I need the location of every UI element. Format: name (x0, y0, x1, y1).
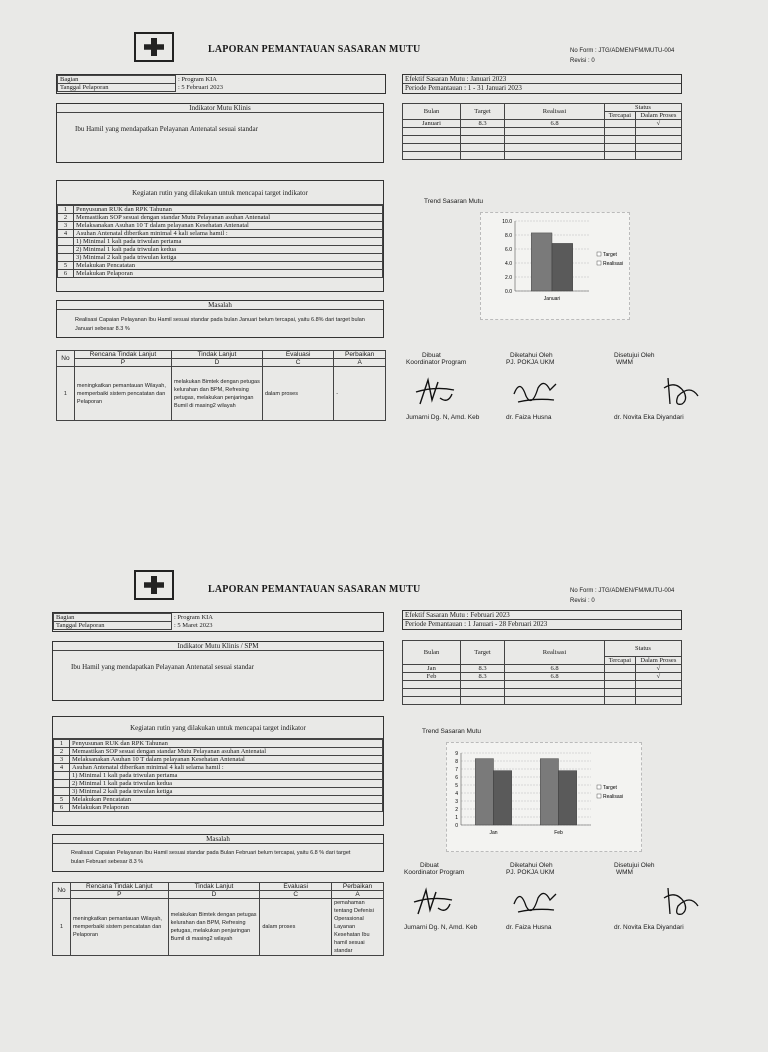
report-title: LAPORAN PEMANTAUAN SASARAN MUTU (208, 44, 421, 55)
bar-realisasi (494, 771, 512, 825)
rtl-header: Rencana Tindak Lanjut (70, 883, 168, 891)
kegiatan-row (54, 788, 383, 796)
rtl-perbaikan: pemahaman tentang Defenisi Operasional Layanan Kesehatan Ibu hamil sesuai standar (332, 899, 384, 956)
sign-role: Dibuat (420, 862, 439, 869)
sign-disetujui (614, 352, 724, 421)
legend-label: Realisasi (603, 794, 624, 800)
table-row (403, 697, 682, 705)
realisasi-header: Realisasi (505, 641, 605, 665)
tanggal-value: : 5 Februari 2023 (178, 84, 223, 91)
table-row (57, 367, 386, 421)
kegiatan-row (54, 748, 383, 756)
legend-swatch (597, 794, 601, 798)
sign-role: Dibuat (422, 352, 441, 359)
y-tick-label: 3 (455, 799, 458, 805)
cell-target: 8.3 (461, 673, 505, 681)
rtl-table (52, 882, 384, 956)
kegiatan-no: 1 (54, 740, 70, 748)
rtl-header: Perbaikan (332, 883, 384, 891)
signature-icon (654, 374, 704, 408)
cell-target: 8.3 (461, 120, 505, 128)
sign-name: Jumarni Dg. N, Amd. Keb (404, 924, 478, 931)
report-february (0, 540, 768, 1052)
sign-role2: PJ. POKJA UKM (506, 359, 555, 366)
tanggal-value: : 5 Maret 2023 (174, 622, 213, 629)
tanggal-label: Tanggal Pelaporan (58, 84, 176, 92)
sign-role2: WMM (616, 869, 633, 876)
sign-role2: PJ. POKJA UKM (506, 869, 555, 876)
bagian-label: Bagian (58, 76, 176, 84)
indikator-header: Indikator Mutu Klinis / SPM (53, 642, 383, 651)
masalah-box (52, 834, 384, 872)
y-tick-label: 4.0 (505, 261, 512, 267)
masalah-box (56, 300, 384, 338)
sign-name: dr. Faiza Husna (506, 414, 552, 421)
kegiatan-text: Asuhan Antenatal diberikan minimal 4 kali selama hamil : (70, 764, 383, 772)
health-cross-logo-icon (134, 570, 174, 600)
kegiatan-row (54, 780, 383, 788)
target-header: Target (461, 641, 505, 665)
kegiatan-text: 1) Minimal 1 kali pada triwulan pertama (70, 772, 383, 780)
periode-box (402, 74, 682, 94)
bagian-value: : Program KIA (178, 76, 217, 83)
indikator-box (56, 103, 384, 163)
sign-dibuat (404, 862, 504, 931)
table-row (403, 681, 682, 689)
y-tick-label: 1 (455, 815, 458, 821)
bar-target (540, 759, 558, 825)
y-tick-label: 2 (455, 807, 458, 813)
y-tick-label: 0 (455, 823, 458, 829)
bar-target (475, 759, 493, 825)
kegiatan-no: 1 (58, 206, 74, 214)
bagian-value: : Program KIA (174, 614, 213, 621)
kegiatan-text: Melakukan Pencatatan (74, 262, 383, 270)
kegiatan-header: Kegiatan rutin yang dilakukan untuk mencapai target indikator (57, 181, 383, 205)
kegiatan-row (54, 756, 383, 764)
report-title: LAPORAN PEMANTAUAN SASARAN MUTU (208, 584, 421, 595)
y-tick-label: 2.0 (505, 275, 512, 281)
kegiatan-row (54, 796, 383, 804)
periode-text: Periode Pemantauan : 1 - 31 Januari 2023 (405, 84, 522, 92)
kegiatan-no (54, 772, 70, 780)
signature-icon (510, 374, 560, 408)
bulan-header: Bulan (403, 104, 461, 120)
table-row (403, 665, 682, 673)
table-row (403, 673, 682, 681)
periode-text: Periode Pemantauan : 1 Januari - 28 Februari 2023 (405, 620, 548, 628)
signature-icon (654, 884, 704, 918)
tanggal-label: Tanggal Pelaporan (54, 622, 172, 630)
sign-name: dr. Faiza Husna (506, 924, 552, 931)
y-tick-label: 6.0 (505, 247, 512, 253)
rtl-subheader: P (70, 891, 168, 899)
form-number (570, 586, 674, 606)
kegiatan-row (54, 772, 383, 780)
indikator-text: Ibu Hamil yang mendapatkan Pelayanan Antenatal sesuai standar (71, 663, 254, 671)
form-number (570, 46, 674, 66)
kegiatan-row (54, 764, 383, 772)
tercapai-header: Tercapai (605, 657, 636, 665)
y-tick-label: 5 (455, 783, 458, 789)
rtl-table-wrap (52, 882, 384, 956)
rtl-perbaikan: - (334, 367, 386, 421)
rtl-header: Evaluasi (260, 883, 332, 891)
kegiatan-row (58, 246, 383, 254)
cell-proses: √ (635, 120, 681, 128)
kegiatan-row (58, 270, 383, 278)
rtl-subheader: C (260, 891, 332, 899)
sign-role: Diketahui Oleh (510, 352, 553, 359)
sign-role: Disetujui Oleh (614, 352, 655, 359)
kegiatan-row (54, 740, 383, 748)
table-row (403, 144, 682, 152)
sign-name: dr. Novita Eka Diyandari (614, 414, 684, 421)
signature-icon (410, 374, 460, 408)
kegiatan-text: 3) Minimal 2 kali pada triwulan ketiga (70, 788, 383, 796)
kegiatan-no: 4 (54, 764, 70, 772)
cell-tercapai (605, 120, 636, 128)
x-tick-label: Jan (489, 830, 498, 836)
rtl-no: 1 (53, 899, 71, 956)
tercapai-header: Tercapai (605, 112, 636, 120)
sign-role2: Koordinator Program (406, 359, 467, 366)
cell-proses: √ (635, 673, 681, 681)
kegiatan-no (58, 254, 74, 262)
rtl-evaluasi: dalam proses (260, 899, 332, 956)
rtl-no: 1 (57, 367, 75, 421)
x-tick-label: Januari (543, 296, 561, 302)
health-cross-logo-icon (134, 32, 174, 62)
kegiatan-row (58, 262, 383, 270)
kegiatan-no (54, 780, 70, 788)
y-tick-label: 8.0 (505, 233, 512, 239)
kegiatan-text: 1) Minimal 1 kali pada triwulan pertama (74, 238, 383, 246)
sign-diketahui (506, 862, 606, 931)
kegiatan-no (58, 246, 74, 254)
rtl-evaluasi: dalam proses (262, 367, 333, 421)
y-tick-label: 10.0 (502, 219, 512, 225)
indikator-text: Ibu Hamil yang mendapatkan Pelayanan Antenatal sesuai standar (75, 125, 258, 133)
indikator-header: Indikator Mutu Klinis (57, 104, 383, 113)
legend-swatch (597, 252, 601, 256)
kegiatan-no: 6 (54, 804, 70, 812)
kegiatan-text: Asuhan Antenatal diberikan minimal 4 kali selama hamil : (74, 230, 383, 238)
cell-tercapai (605, 665, 636, 673)
sign-dibuat (406, 352, 506, 421)
kegiatan-text: Penyusunan RUK dan RPK Tahunan (74, 206, 383, 214)
bagian-box (52, 612, 384, 632)
bagian-box (56, 74, 386, 94)
dalam-proses-header: Dalam Proses (635, 657, 681, 665)
kegiatan-table (57, 205, 383, 278)
report-january (0, 0, 768, 512)
table-row (53, 899, 384, 956)
kegiatan-text: Memastikan SOP sesuai dengan standar Mutu Pelayanan asuhan Antenatal (70, 748, 383, 756)
kegiatan-row (58, 222, 383, 230)
bar-target (531, 233, 552, 291)
cell-bulan: Januari (403, 120, 461, 128)
rtl-subheader: A (334, 359, 386, 367)
cell-realisasi: 6.8 (505, 120, 605, 128)
bar-realisasi (552, 243, 573, 291)
kegiatan-text: Melakukan Pencatatan (70, 796, 383, 804)
masalah-header: Masalah (57, 301, 383, 310)
kegiatan-row (58, 214, 383, 222)
dalam-proses-header: Dalam Proses (635, 112, 681, 120)
kegiatan-text: Penyusunan RUK dan RPK Tahunan (70, 740, 383, 748)
kegiatan-text: 3) Minimal 2 kali pada triwulan ketiga (74, 254, 383, 262)
realisasi-header: Realisasi (505, 104, 605, 120)
status-header: Status (605, 641, 682, 657)
kegiatan-row (58, 238, 383, 246)
revisi-text: Revisi : 0 (570, 58, 595, 64)
sign-role: Diketahui Oleh (510, 862, 553, 869)
kegiatan-box (56, 180, 384, 292)
signature-icon (408, 884, 458, 918)
rtl-subheader: A (332, 891, 384, 899)
periode-box (402, 610, 682, 630)
table-row (403, 152, 682, 160)
cell-bulan: Feb (403, 673, 461, 681)
y-tick-label: 9 (455, 751, 458, 757)
rtl-header: Evaluasi (262, 351, 333, 359)
sign-name: Jumarni Dg. N, Amd. Keb (406, 414, 480, 421)
legend-swatch (597, 785, 601, 789)
efektif-text: Efektif Sasaran Mutu : Februari 2023 (403, 611, 681, 620)
cell-target: 8.3 (461, 665, 505, 673)
efektif-text: Efektif Sasaran Mutu : Januari 2023 (403, 75, 681, 84)
rtl-rencana: meningkatkan pemantauan Wilayah, memperbaiki sistem pencatatan dan Pelaporan (70, 899, 168, 956)
kegiatan-text: Melakukan Pelaporan (70, 804, 383, 812)
bulan-header: Bulan (403, 641, 461, 665)
masalah-header: Masalah (53, 835, 383, 844)
rtl-header: Tindak Lanjut (168, 883, 260, 891)
kegiatan-row (58, 230, 383, 238)
y-tick-label: 0.0 (505, 289, 512, 295)
signature-icon (510, 884, 560, 918)
form-no-text: No Form : JTG/ADMEN/FM/MUTU-004 (570, 48, 675, 54)
trend-chart-svg (447, 743, 643, 853)
table-row (403, 128, 682, 136)
sign-diketahui (506, 352, 606, 421)
kegiatan-no (58, 238, 74, 246)
bagian-label: Bagian (54, 614, 172, 622)
y-tick-label: 6 (455, 775, 458, 781)
kegiatan-no: 6 (58, 270, 74, 278)
form-no-text: No Form : JTG/ADMEN/FM/MUTU-004 (570, 588, 675, 594)
x-tick-label: Feb (554, 830, 563, 836)
rtl-tindak: melakukan Bimtek dengan petugas kelurahan dan BPM, Refresing petugas, melakukan penjaringan Bumil di masing2 wilayah (168, 899, 260, 956)
cell-bulan: Jan (403, 665, 461, 673)
indikator-box (52, 641, 384, 701)
kegiatan-text: 2) Minimal 1 kali pada triwulan kedua (74, 246, 383, 254)
kegiatan-text: Melaksanakan Asuhan 10 T dalam pelayanan Kesehatan Antenatal (70, 756, 383, 764)
rtl-subheader: P (74, 359, 171, 367)
rtl-header: Perbaikan (334, 351, 386, 359)
cell-proses: √ (635, 665, 681, 673)
kegiatan-text: Memastikan SOP sesuai dengan standar Mutu Pelayanan asuhan Antenatal (74, 214, 383, 222)
table-row (403, 120, 682, 128)
rtl-header: No (53, 883, 71, 899)
trend-chart (446, 742, 642, 852)
y-tick-label: 7 (455, 767, 458, 773)
kegiatan-text: Melakukan Pelaporan (74, 270, 383, 278)
kegiatan-no: 5 (54, 796, 70, 804)
sign-role2: Koordinator Program (404, 869, 465, 876)
rtl-tindak: melakukan Bimtek dengan petugas kelurahan dan BPM, Refresing petugas, melakukan penjaringan Bumil di masing2 wilayah (171, 367, 262, 421)
cell-realisasi: 6.8 (505, 673, 605, 681)
kegiatan-text: Melaksanakan Asuhan 10 T dalam pelayanan Kesehatan Antenatal (74, 222, 383, 230)
rtl-header: Tindak Lanjut (171, 351, 262, 359)
rtl-subheader: D (168, 891, 260, 899)
sign-role2: WMM (616, 359, 633, 366)
kegiatan-no: 3 (58, 222, 74, 230)
legend-swatch (597, 261, 601, 265)
kegiatan-header: Kegiatan rutin yang dilakukan untuk mencapai target indikator (53, 717, 383, 739)
kegiatan-row (58, 254, 383, 262)
kegiatan-no (54, 788, 70, 796)
y-tick-label: 8 (455, 759, 458, 765)
kegiatan-table (53, 739, 383, 812)
sign-disetujui (614, 862, 724, 931)
status-header: Status (605, 104, 682, 112)
target-header: Target (461, 104, 505, 120)
y-tick-label: 4 (455, 791, 458, 797)
rtl-header: Rencana Tindak Lanjut (74, 351, 171, 359)
bar-realisasi (559, 771, 577, 825)
table-row (403, 136, 682, 144)
legend-label: Target (603, 252, 617, 258)
legend-label: Realisasi (603, 261, 624, 267)
kegiatan-row (54, 804, 383, 812)
kegiatan-row (58, 206, 383, 214)
kegiatan-no: 3 (54, 756, 70, 764)
kegiatan-text: 2) Minimal 1 kali pada triwulan kedua (70, 780, 383, 788)
rtl-rencana: meningkatkan pemantauan Wilayah, memperbaiki sistem pencatatan dan Pelaporan (74, 367, 171, 421)
trend-chart-svg (481, 213, 631, 321)
legend-label: Target (603, 785, 617, 791)
cell-realisasi: 6.8 (505, 665, 605, 673)
sign-name: dr. Novita Eka Diyandari (614, 924, 684, 931)
status-table (402, 103, 682, 169)
sign-role: Disetujui Oleh (614, 862, 655, 869)
kegiatan-no: 2 (54, 748, 70, 756)
rtl-header: No (57, 351, 75, 367)
kegiatan-no: 2 (58, 214, 74, 222)
status-table (402, 640, 682, 716)
cell-tercapai (605, 673, 636, 681)
trend-title: Trend Sasaran Mutu (424, 198, 484, 205)
rtl-table (56, 350, 386, 421)
kegiatan-box (52, 716, 384, 826)
kegiatan-no: 4 (58, 230, 74, 238)
masalah-text: Realisasi Capaian Pelayanan Ibu Hamil sesuai standar pada Bulan Februari belum tercapai, yaitu 6.8 % dari target bulan Februari sebesar 8.3 % (71, 850, 351, 865)
table-row (403, 689, 682, 697)
kegiatan-no: 5 (58, 262, 74, 270)
rtl-table-wrap (56, 350, 386, 421)
trend-chart (480, 212, 630, 320)
rtl-subheader: C (262, 359, 333, 367)
rtl-subheader: D (171, 359, 262, 367)
trend-title: Trend Sasaran Mutu (422, 728, 482, 735)
masalah-text: Realisasi Capaian Pelayanan Ibu Hamil sesuai standar pada bulan Januari belum tercapai, yaitu 6.8% dari target bulan Januari sebesar 8.3 % (75, 317, 365, 332)
revisi-text: Revisi : 0 (570, 598, 595, 604)
